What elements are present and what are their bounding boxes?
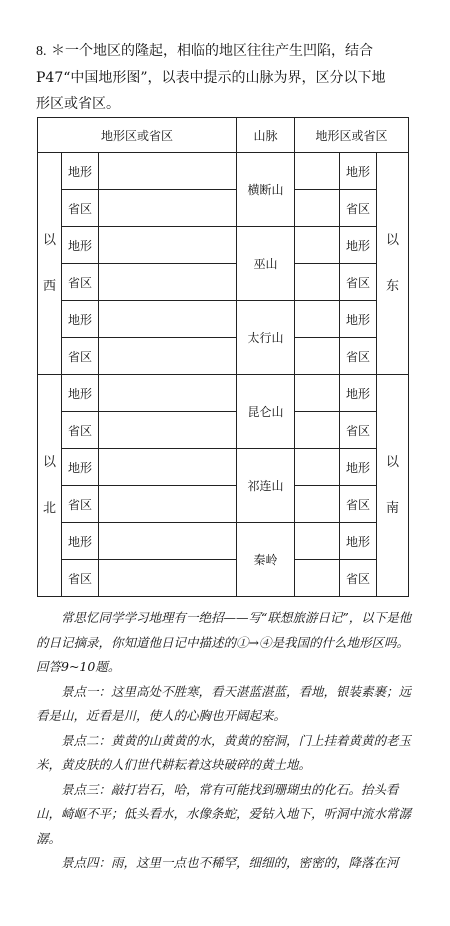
answer-cell[interactable] (99, 523, 237, 560)
table-row (38, 264, 409, 301)
row-label: 省区 (340, 412, 377, 449)
table-row (38, 153, 409, 190)
row-label: 地形 (340, 153, 377, 190)
answer-cell[interactable] (99, 301, 237, 338)
table-row (38, 523, 409, 560)
table-row (38, 486, 409, 523)
row-label: 省区 (62, 190, 99, 227)
table-row (38, 375, 409, 412)
mountain-label: 昆仑山 (237, 375, 295, 449)
row-label: 省区 (340, 264, 377, 301)
answer-cell[interactable] (295, 523, 340, 560)
direction-west: 以 西 (38, 153, 62, 375)
table-row (38, 190, 409, 227)
mountain-label: 秦岭 (237, 523, 295, 597)
answer-cell[interactable] (295, 449, 340, 486)
answer-cell[interactable] (295, 190, 340, 227)
row-label: 地形 (62, 301, 99, 338)
direction-north: 以 北 (38, 375, 62, 597)
answer-cell[interactable] (295, 560, 340, 597)
mountain-label: 太行山 (237, 301, 295, 375)
row-label: 省区 (62, 412, 99, 449)
spot-4: 景点四：雨，这里一点也不稀罕，细细的，密密的，降落在河 (61, 855, 399, 870)
reading-passage (36, 606, 416, 876)
table-row (38, 449, 409, 486)
row-label: 地形 (62, 153, 99, 190)
header-left: 地形区或省区 (38, 118, 237, 153)
spot-2: 景点二：黄黄的山黄黄的水，黄黄的窑洞，门上挂着黄黄的老玉米，黄皮肤的人们世代耕耘着这块破碎的黄土地。 (36, 732, 412, 772)
answer-cell[interactable] (99, 449, 237, 486)
question-text-line2: P47“中国地形图”，以表中提示的山脉为界，区分以下地 (36, 70, 386, 86)
table-row (38, 301, 409, 338)
answer-cell[interactable] (295, 264, 340, 301)
mountain-label: 祁连山 (237, 449, 295, 523)
question-text-line1: ＊一个地区的隆起，相临的地区往往产生凹陷，结合 (50, 43, 373, 59)
direction-east: 以 东 (377, 153, 409, 375)
answer-cell[interactable] (295, 412, 340, 449)
spot-3: 景点三：敲打岩石，哈，常有可能找到珊瑚虫的化石。抬头看山，崎岖不平；低头看水，水像条蛇，爱钻入地下，听洞中流水常潺潺。 (36, 781, 412, 846)
spot-1: 景点一：这里高处不胜寒，看天湛蓝湛蓝，看地，银装素裹；远看是山，近看是川，使人的心胸也开阔起来。 (36, 683, 412, 723)
answer-cell[interactable] (295, 301, 340, 338)
table-row (38, 338, 409, 375)
answer-cell[interactable] (99, 190, 237, 227)
direction-south: 以 南 (377, 375, 409, 597)
question-text-line3: 形区或省区。 (36, 96, 120, 112)
row-label: 省区 (62, 486, 99, 523)
row-label: 省区 (62, 338, 99, 375)
table-row (38, 412, 409, 449)
row-label: 省区 (340, 338, 377, 375)
answer-cell[interactable] (99, 412, 237, 449)
row-label: 地形 (340, 375, 377, 412)
row-label: 省区 (340, 560, 377, 597)
question-number: 8. (36, 44, 47, 59)
table-row (38, 227, 409, 264)
row-label: 地形 (62, 449, 99, 486)
header-right: 地形区或省区 (295, 118, 409, 153)
row-label: 地形 (340, 301, 377, 338)
answer-cell[interactable] (295, 227, 340, 264)
answer-cell[interactable] (99, 560, 237, 597)
reading-intro: 常思忆同学学习地理有一绝招——写“联想旅游日记”，以下是他的日记摘录，你知道他日记中描述的①→④是我国的什么地形区吗。回答9~10题。 (36, 610, 412, 674)
terrain-table (37, 117, 409, 597)
answer-cell[interactable] (295, 153, 340, 190)
row-label: 省区 (62, 560, 99, 597)
row-label: 地形 (340, 227, 377, 264)
mountain-label: 横断山 (237, 153, 295, 227)
answer-cell[interactable] (99, 338, 237, 375)
row-label: 地形 (340, 523, 377, 560)
row-label: 省区 (340, 486, 377, 523)
row-label: 地形 (62, 227, 99, 264)
answer-cell[interactable] (99, 264, 237, 301)
answer-cell[interactable] (99, 486, 237, 523)
answer-cell[interactable] (295, 338, 340, 375)
answer-cell[interactable] (99, 227, 237, 264)
row-label: 地形 (62, 375, 99, 412)
question-8 (36, 38, 416, 117)
row-label: 省区 (62, 264, 99, 301)
answer-cell[interactable] (295, 375, 340, 412)
row-label: 地形 (62, 523, 99, 560)
mountain-label: 巫山 (237, 227, 295, 301)
row-label: 省区 (340, 190, 377, 227)
row-label: 地形 (340, 449, 377, 486)
table-header-row (38, 118, 409, 153)
answer-cell[interactable] (295, 486, 340, 523)
table-row (38, 560, 409, 597)
header-mountain: 山脉 (237, 118, 295, 153)
answer-cell[interactable] (99, 153, 237, 190)
answer-cell[interactable] (99, 375, 237, 412)
